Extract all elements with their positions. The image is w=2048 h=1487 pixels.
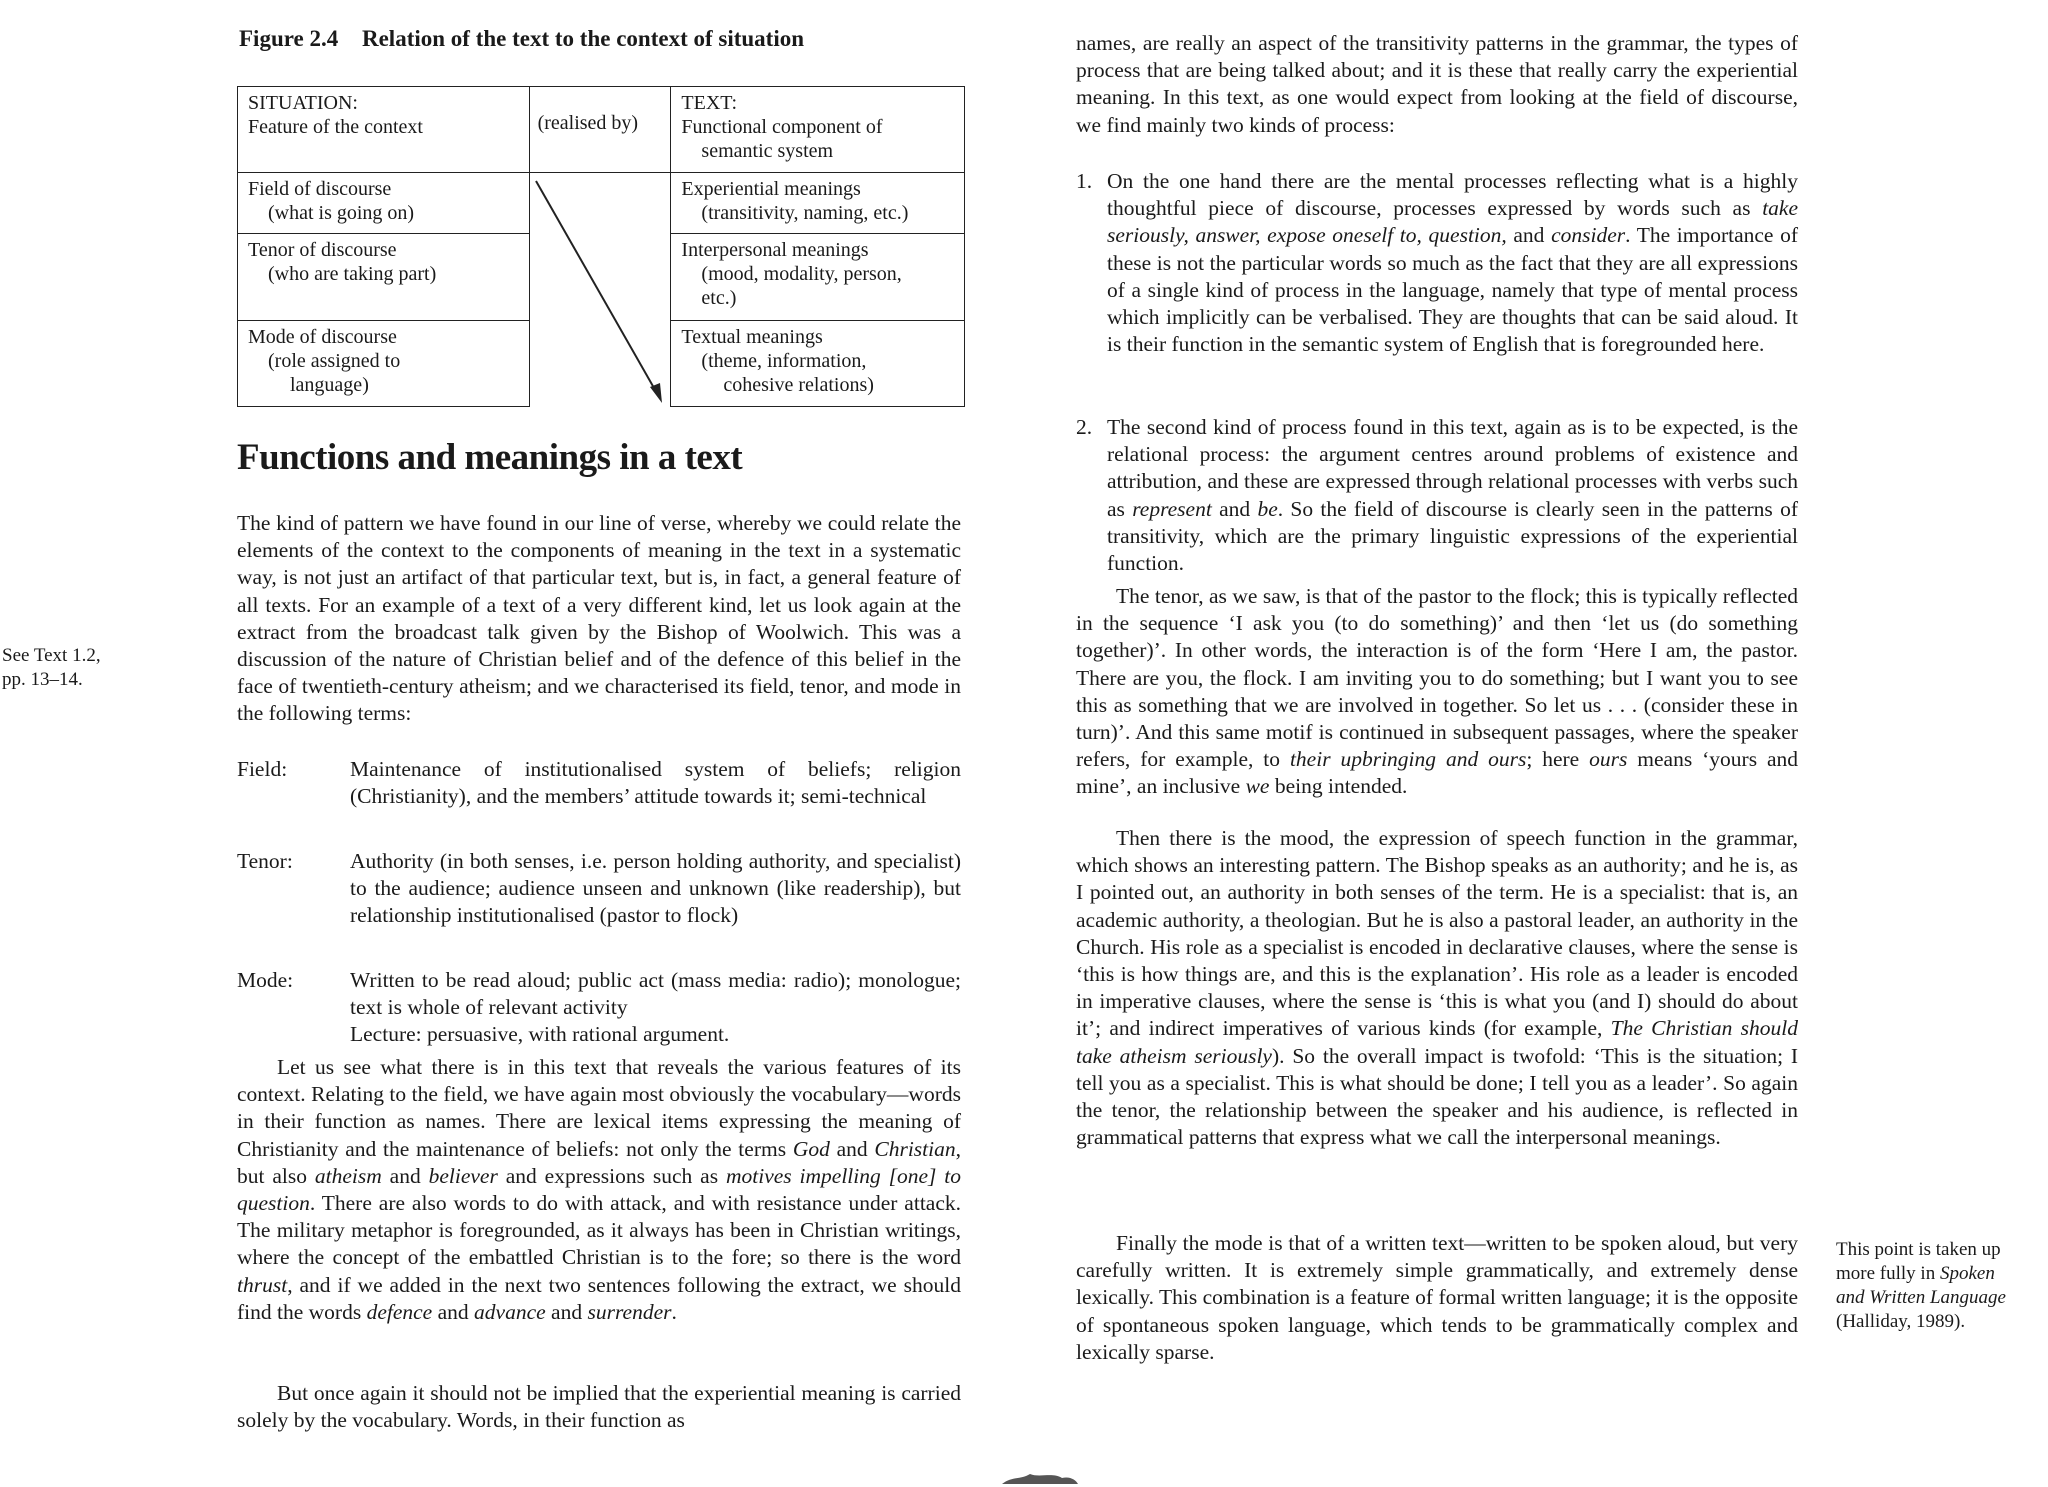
situation-gloss: (role assigned to <box>268 349 401 372</box>
italic-term: be <box>1257 496 1278 521</box>
header-situation-sub: Feature of the context <box>248 116 423 138</box>
meaning-name: Interpersonal meanings <box>681 239 869 262</box>
figure-number: Figure 2.4 <box>239 26 339 51</box>
list-text <box>1107 168 1798 358</box>
figure-title: Relation of the text to the context of situation <box>361 26 805 51</box>
situation-cell <box>238 234 530 320</box>
meaning-name: Experiential meanings <box>681 178 861 201</box>
text-run: The second kind of process found in this text, again as is to be expected, is the relational process: the argument centres around problems of existence and attribution, and these are expressed through relational processes with verbs such as <box>1107 415 1798 521</box>
heading-part: text <box>675 437 743 478</box>
italic-term: their upbringing and ours <box>1289 747 1527 772</box>
header-realised-label: (realised by) <box>537 112 639 134</box>
italic-term: God <box>792 1136 830 1161</box>
meaning-gloss: (mood, modality, person, <box>701 263 902 286</box>
paragraph: The kind of pattern we have found in our line of verse, whereby we could relate the elements of the context to the components of meaning in the text in a systematic way, is not just an artifact of that particular text, but is, in fact, a general feature of all texts. For an example of a text of a very different kind, let us look again at the extract from the broadcast talk given by the Bishop of Woolwich. This was a discussion of the nature of Christian belief and of the defence of this belief in the face of twentieth-century atheism; and we characterised its field, tenor, and mode in the following terms: <box>237 511 961 726</box>
italic-term: Christian <box>874 1136 956 1161</box>
text-run: . The importance of these is not the particular words so much as the fact that they are all expressions of a single kind of process in the language, namely that type of mental process which implicitly can be verbalised. They are thoughts that can be said aloud. It is their function in the semantic system of English that is foregrounded here. <box>1107 223 1799 357</box>
text-run: , and if we added in the next two sentences following the extract, we should find the words <box>237 1272 961 1324</box>
meaning-gloss-2: cohesive relations) <box>723 373 874 396</box>
paragraph: But once again it should not be implied that the experiential meaning is carried solely by the vocabulary. Words, in their function as <box>237 1381 961 1433</box>
text-run: and <box>381 1163 429 1188</box>
italic-term: we <box>1245 774 1270 799</box>
text-run: ; here <box>1526 747 1590 772</box>
header-text <box>671 87 965 173</box>
header-text-sub: Functional component of <box>681 116 883 138</box>
meaning-gloss-2: etc.) <box>701 287 737 310</box>
margin-note-line: This point is taken up <box>1836 1239 2001 1260</box>
list-text <box>1107 414 1798 577</box>
meaning-gloss: (transitivity, naming, etc.) <box>701 202 909 225</box>
margin-note-line: pp. 13–14. <box>2 669 83 690</box>
text-run: , but also <box>237 1136 961 1188</box>
italic-term: The Christian should take atheism seriously <box>1076 1016 1798 1068</box>
situation-cell <box>238 173 530 234</box>
italic-term: take seriously, answer, expose oneself to, question, <box>1107 196 1798 248</box>
text-run: more fully in <box>1836 1263 1940 1284</box>
text-run: means ‘yours and mine’, an inclusive <box>1076 747 1799 799</box>
situation-gloss-2: language) <box>290 373 369 396</box>
definition-value <box>350 967 961 1049</box>
definition-key: Field: <box>237 757 288 781</box>
figure-table <box>237 86 965 407</box>
text-run: and expressions such as <box>497 1163 726 1188</box>
definition-value: Maintenance of institutionalised system of beliefs; religion (Christianity), and the members’ attitude towards it; semi-technical <box>350 757 961 809</box>
paragraph <box>237 1054 961 1326</box>
list-number: 1. <box>1076 169 1093 193</box>
meaning-name: Textual meanings <box>681 325 823 348</box>
margin-note-line: (Halliday, 1989). <box>1836 1311 1966 1332</box>
italic-term: consider <box>1551 223 1626 248</box>
heading-part: a <box>657 437 676 478</box>
header-situation-label: SITUATION: <box>248 92 358 114</box>
italic-title: Spoken <box>1939 1263 1995 1284</box>
text-run: and <box>1506 223 1552 248</box>
text-run: and <box>432 1299 475 1324</box>
situation-gloss: (who are taking part) <box>268 263 437 286</box>
definition-value-text: Written to be read aloud; public act (mass media: radio); monologue; text is whole of relevant activity <box>350 968 961 1020</box>
list-number: 2. <box>1076 415 1093 439</box>
paragraph: names, are really an aspect of the transitivity patterns in the grammar, the types of process that are being talked about; and it is these that really carry the experiential meaning. In this text, as one would expect from looking at the field of discourse, we find mainly two kinds of process: <box>1076 31 1798 137</box>
header-text-sub2: semantic system <box>701 140 834 162</box>
text-run: Let us see what there is in this text that reveals the various features of its context. Relating to the field, we have again most obviously the vocabulary—words in their function as names. There are lexical items expressing the meaning of Christianity and the maintenance of beliefs: not only the terms <box>237 1055 961 1161</box>
italic-term: defence <box>366 1299 433 1324</box>
text-run: ). So the overall impact is twofold: ‘This is the situation; I tell you as a specialist. This is what should be done; I tell you as a leader’. So again the tenor, the relationship between the speaker and his audience, is reflected in grammatical patterns that express what we call the interpersonal meanings. <box>1076 1043 1799 1150</box>
situation-name: Tenor of discourse <box>248 239 397 262</box>
header-situation <box>238 87 530 173</box>
paragraph <box>1076 825 1798 1151</box>
definition-key: Tenor: <box>237 849 293 873</box>
list-item <box>1076 414 1798 582</box>
situation-name: Mode of discourse <box>248 325 397 348</box>
margin-note-left <box>2 644 101 692</box>
text-cell <box>671 234 965 320</box>
definition-field <box>237 756 961 840</box>
table-row <box>238 173 965 234</box>
italic-term: represent <box>1132 496 1212 521</box>
definition-key: Mode: <box>237 968 294 992</box>
text-run: being intended. <box>1269 774 1408 799</box>
margin-note-line: See Text 1.2, <box>2 645 101 666</box>
italic-term: advance <box>474 1299 546 1324</box>
text-run: and <box>829 1136 875 1161</box>
list-item <box>1076 168 1798 414</box>
header-text-label: TEXT: <box>681 92 738 114</box>
text-run: The tenor, as we saw, is that of the pastor to the flock; this is typically reflected in the sequence ‘I ask you (to do something)’ and then ‘let us (do something together)’. In other words, the interaction is of the form ‘Here I am, the pastor. There are you, the flock. I am inviting you to do something; but I want you to see this as something that we are involved in together. So let us . . . (consider these in turn)’. And this same motif is continued in subsequent passages, where the speaker refers, for example, to <box>1076 584 1798 772</box>
italic-term: surrender <box>587 1299 672 1324</box>
text-run: . So the field of discourse is clearly seen in the patterns of transitivity, which are the primary linguistic expressions of the experiential function. <box>1107 496 1798 576</box>
heading-part: Functions and meanings in <box>237 437 658 478</box>
italic-title: and Written Language <box>1836 1287 2006 1308</box>
figure-caption <box>239 26 804 52</box>
paragraph <box>1076 583 1798 801</box>
meaning-gloss: (theme, information, <box>701 349 867 372</box>
situation-cell <box>238 320 530 406</box>
table-header-row <box>238 87 965 173</box>
margin-note-line <box>1836 1286 2046 1310</box>
definition-mode <box>237 967 961 1051</box>
italic-term: atheism <box>314 1163 382 1188</box>
italic-term: thrust <box>237 1272 288 1297</box>
text-cell <box>671 173 965 234</box>
header-realised <box>529 87 671 173</box>
text-run: Then there is the mood, the expression of speech function in the grammar, which shows an interesting pattern. The Bishop speaks as an authority; and he is, as I pointed out, an authority in both senses of the term. He is a specialist: that is, an academic authority, a theologian. But he is also a pastoral leader, an authority in the Church. His role as a specialist is encoded in declarative clauses, where the sense is ‘this is how things are, and this is the explanation’. His role as a leader is encoded in imperative clauses, where the sense is ‘this is what you (and I) should do about it’; and indirect imperatives of various kinds (for example, <box>1076 826 1798 1041</box>
definition-value-text-2: Lecture: persuasive, with rational argument. <box>350 1022 730 1047</box>
margin-note-right <box>1836 1238 2046 1334</box>
italic-term: believer <box>428 1163 498 1188</box>
text-run: and <box>545 1299 588 1324</box>
scan-smudge <box>1000 1470 1080 1487</box>
margin-note-line <box>1836 1262 2046 1286</box>
arrow-cell <box>529 173 671 407</box>
situation-gloss: (what is going on) <box>268 202 415 225</box>
situation-name: Field of discourse <box>248 178 392 201</box>
italic-term: motives impelling [one] to question <box>237 1163 962 1216</box>
text-run: On the one hand there are the mental processes reflecting what is a highly thoughtful piece of discourse, processes expressed by words such as <box>1107 169 1798 221</box>
definition-tenor <box>237 848 961 960</box>
text-run: . There are also words to do with attack, and with resistance under attack. The military metaphor is foregrounded, as it always has been in Christian writings, where the concept of the embattled Christian is to the fore; so there is the word <box>237 1191 961 1270</box>
section-heading <box>237 436 742 479</box>
text-cell <box>671 320 965 406</box>
italic-term: ours <box>1589 747 1628 772</box>
text-run: and <box>1211 496 1258 521</box>
diagonal-arrow-icon <box>530 173 672 409</box>
definition-value: Authority (in both senses, i.e. person holding authority, and specialist) to the audience; audience unseen and unknown (like readership), but relationship institutionalised (pastor to flock) <box>350 849 961 928</box>
paragraph: Finally the mode is that of a written text—written to be spoken aloud, but very carefully written. It is extremely simple grammatically, and extremely dense lexically. This combination is a feature of formal written language; it is the opposite of spontaneous spoken language, which tends to be grammatically complex and lexically sparse. <box>1076 1231 1798 1364</box>
text-run: . <box>671 1299 677 1324</box>
